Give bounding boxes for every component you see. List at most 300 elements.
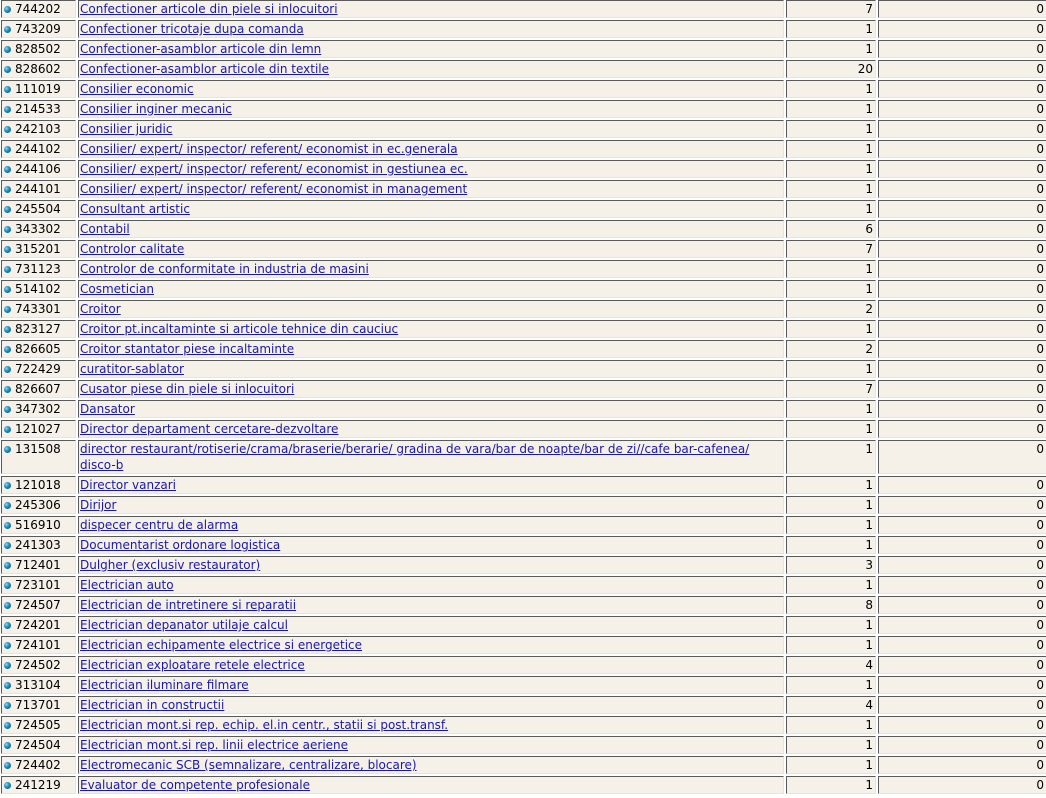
bullet-icon xyxy=(4,106,11,113)
count-cell xyxy=(786,160,876,178)
bullet-icon xyxy=(4,286,11,293)
table-row xyxy=(1,280,1046,298)
occupation-code: 241219 xyxy=(15,778,61,792)
value-count: 0 xyxy=(1036,422,1044,436)
occupation-name-cell xyxy=(78,220,784,238)
occupation-name-cell xyxy=(78,716,784,734)
table-row xyxy=(1,400,1046,418)
occupation-code-cell xyxy=(1,696,76,714)
value-cell xyxy=(878,776,1046,794)
value-cell xyxy=(878,616,1046,634)
value-count: 0 xyxy=(1036,2,1044,16)
occupation-code-cell xyxy=(1,616,76,634)
occupation-name-cell xyxy=(78,20,784,38)
count-cell xyxy=(786,280,876,298)
value-cell xyxy=(878,596,1046,614)
occupation-name-cell xyxy=(78,80,784,98)
value-count: 0 xyxy=(1036,242,1044,256)
occupation-name-cell xyxy=(78,340,784,358)
occupation-link[interactable]: Electrician mont.si rep. linii electrice aeriene xyxy=(80,738,349,752)
value-count: 0 xyxy=(1036,102,1044,116)
occupation-code: 744202 xyxy=(15,2,61,16)
occupation-link[interactable]: dispecer centru de alarma xyxy=(80,518,239,532)
job-count: 1 xyxy=(865,322,873,336)
occupation-link[interactable]: Electrician depanator utilaje calcul xyxy=(80,618,288,632)
occupations-table-body xyxy=(1,0,1046,794)
occupation-code-cell xyxy=(1,20,76,38)
table-row xyxy=(1,656,1046,674)
table-row xyxy=(1,696,1046,714)
count-cell xyxy=(786,360,876,378)
table-row xyxy=(1,60,1046,78)
occupation-code: 723101 xyxy=(15,578,61,592)
bullet-icon xyxy=(4,146,11,153)
count-cell xyxy=(786,696,876,714)
value-count: 0 xyxy=(1036,518,1044,532)
occupation-link[interactable]: Electrician auto xyxy=(80,578,174,592)
occupation-code-cell xyxy=(1,260,76,278)
occupation-code-cell xyxy=(1,160,76,178)
occupation-name-cell xyxy=(78,696,784,714)
occupation-link[interactable]: Cosmetician xyxy=(80,282,154,296)
table-row xyxy=(1,180,1046,198)
occupation-code: 823127 xyxy=(15,322,61,336)
occupation-code: 724402 xyxy=(15,758,61,772)
job-count: 1 xyxy=(865,262,873,276)
value-count: 0 xyxy=(1036,262,1044,276)
count-cell xyxy=(786,140,876,158)
count-cell xyxy=(786,60,876,78)
count-cell xyxy=(786,656,876,674)
occupation-link[interactable]: curatitor-sablator xyxy=(80,362,184,376)
occupation-link[interactable]: Documentarist ordonare logistica xyxy=(80,538,281,552)
occupation-name-cell xyxy=(78,576,784,594)
value-cell xyxy=(878,0,1046,18)
value-count: 0 xyxy=(1036,498,1044,512)
occupation-code-cell xyxy=(1,736,76,754)
occupation-code-cell xyxy=(1,120,76,138)
value-cell xyxy=(878,300,1046,318)
count-cell xyxy=(786,300,876,318)
value-cell xyxy=(878,476,1046,494)
occupation-link[interactable]: Confectioner-asamblor articole din lemn xyxy=(80,42,322,56)
occupation-code: 131508 xyxy=(15,442,61,456)
value-count: 0 xyxy=(1036,382,1044,396)
value-count: 0 xyxy=(1036,718,1044,732)
table-row xyxy=(1,220,1046,238)
occupation-code-cell xyxy=(1,240,76,258)
occupation-name-cell xyxy=(78,400,784,418)
value-count: 0 xyxy=(1036,598,1044,612)
occupation-name-cell xyxy=(78,260,784,278)
bullet-icon xyxy=(4,742,11,749)
count-cell xyxy=(786,400,876,418)
occupation-name-cell xyxy=(78,756,784,774)
job-count: 1 xyxy=(865,758,873,772)
bullet-icon xyxy=(4,446,11,453)
occupation-name-cell xyxy=(78,776,784,794)
job-count: 1 xyxy=(865,202,873,216)
occupation-name-cell xyxy=(78,676,784,694)
occupation-code: 244101 xyxy=(15,182,61,196)
value-cell xyxy=(878,496,1046,514)
occupation-code: 313104 xyxy=(15,678,61,692)
job-count: 1 xyxy=(865,22,873,36)
count-cell xyxy=(786,340,876,358)
value-count: 0 xyxy=(1036,538,1044,552)
occupation-link[interactable]: Dansator xyxy=(80,402,135,416)
value-count: 0 xyxy=(1036,82,1044,96)
job-count: 1 xyxy=(865,778,873,792)
value-cell xyxy=(878,756,1046,774)
value-cell xyxy=(878,556,1046,574)
occupation-link[interactable]: Consilier economic xyxy=(80,82,194,96)
occupation-code-cell xyxy=(1,320,76,338)
value-cell xyxy=(878,260,1046,278)
value-cell xyxy=(878,696,1046,714)
occupation-code-cell xyxy=(1,360,76,378)
bullet-icon xyxy=(4,206,11,213)
occupation-code-cell xyxy=(1,440,76,474)
occupation-name-cell xyxy=(78,536,784,554)
job-count: 7 xyxy=(865,242,873,256)
occupation-code-cell xyxy=(1,180,76,198)
occupation-name-cell xyxy=(78,40,784,58)
job-count: 1 xyxy=(865,678,873,692)
bullet-icon xyxy=(4,26,11,33)
occupation-link[interactable]: Electrician exploatare retele electrice xyxy=(80,658,305,672)
count-cell xyxy=(786,596,876,614)
job-count: 4 xyxy=(865,698,873,712)
job-count: 1 xyxy=(865,122,873,136)
occupation-code: 828502 xyxy=(15,42,61,56)
value-count: 0 xyxy=(1036,442,1044,456)
occupation-name-cell xyxy=(78,380,784,398)
count-cell xyxy=(786,320,876,338)
value-cell xyxy=(878,380,1046,398)
table-row xyxy=(1,736,1046,754)
table-row xyxy=(1,556,1046,574)
job-count: 6 xyxy=(865,222,873,236)
occupation-name-cell xyxy=(78,120,784,138)
table-row xyxy=(1,120,1046,138)
value-cell xyxy=(878,576,1046,594)
occupation-name-cell xyxy=(78,140,784,158)
occupation-link[interactable]: Dirijor xyxy=(80,498,117,512)
occupation-link[interactable]: Controlor de conformitate in industria de masini xyxy=(80,262,369,276)
count-cell xyxy=(786,200,876,218)
occupation-code-cell xyxy=(1,496,76,514)
table-row xyxy=(1,536,1046,554)
occupation-name-cell xyxy=(78,420,784,438)
occupation-code-cell xyxy=(1,656,76,674)
occupation-link[interactable]: Electrician mont.si rep. echip. el.in centr., statii si post.transf. xyxy=(80,718,449,732)
occupation-name-cell xyxy=(78,440,784,474)
occupation-name-cell xyxy=(78,180,784,198)
occupation-link[interactable]: Electrician de intretinere si reparatii xyxy=(80,598,297,612)
bullet-icon xyxy=(4,502,11,509)
bullet-icon xyxy=(4,126,11,133)
occupation-link[interactable]: Electrician echipamente electrice si energetice xyxy=(80,638,363,652)
value-count: 0 xyxy=(1036,162,1044,176)
occupation-name-cell xyxy=(78,160,784,178)
occupation-code: 826607 xyxy=(15,382,61,396)
value-cell xyxy=(878,420,1046,438)
value-cell xyxy=(878,160,1046,178)
occupation-code: 121027 xyxy=(15,422,61,436)
occupation-code: 724504 xyxy=(15,738,61,752)
value-cell xyxy=(878,60,1046,78)
value-count: 0 xyxy=(1036,478,1044,492)
occupation-code: 713701 xyxy=(15,698,61,712)
occupation-name-cell xyxy=(78,496,784,514)
occupation-link[interactable]: Director vanzari xyxy=(80,478,176,492)
job-count: 1 xyxy=(865,578,873,592)
table-row xyxy=(1,420,1046,438)
occupation-code: 244106 xyxy=(15,162,61,176)
occupation-code: 315201 xyxy=(15,242,61,256)
occupation-name-cell xyxy=(78,656,784,674)
count-cell xyxy=(786,120,876,138)
count-cell xyxy=(786,240,876,258)
occupation-code-cell xyxy=(1,420,76,438)
job-count: 1 xyxy=(865,478,873,492)
occupation-link[interactable]: Croitor stantator piese incaltaminte xyxy=(80,342,295,356)
occupation-code-cell xyxy=(1,596,76,614)
job-count: 1 xyxy=(865,82,873,96)
occupation-link[interactable]: Consultant artistic xyxy=(80,202,190,216)
occupation-code-cell xyxy=(1,100,76,118)
occupation-name-cell xyxy=(78,60,784,78)
table-row xyxy=(1,20,1046,38)
occupation-code-cell xyxy=(1,516,76,534)
value-cell xyxy=(878,40,1046,58)
occupation-code-cell xyxy=(1,636,76,654)
occupation-link[interactable]: Cusator piese din piele si inlocuitori xyxy=(80,382,295,396)
bullet-icon xyxy=(4,642,11,649)
count-cell xyxy=(786,556,876,574)
occupation-code: 121018 xyxy=(15,478,61,492)
occupation-link[interactable]: Confectioner articole din piele si inlocuitori xyxy=(80,2,338,16)
table-row xyxy=(1,100,1046,118)
table-row xyxy=(1,596,1046,614)
occupation-link[interactable]: Consilier inginer mecanic xyxy=(80,102,232,116)
value-count: 0 xyxy=(1036,658,1044,672)
value-count: 0 xyxy=(1036,698,1044,712)
occupation-code-cell xyxy=(1,380,76,398)
table-row xyxy=(1,616,1046,634)
occupation-code: 245306 xyxy=(15,498,61,512)
value-cell xyxy=(878,280,1046,298)
value-cell xyxy=(878,656,1046,674)
job-count: 1 xyxy=(865,442,873,456)
count-cell xyxy=(786,716,876,734)
occupation-code-cell xyxy=(1,556,76,574)
table-row xyxy=(1,160,1046,178)
occupation-code-cell xyxy=(1,536,76,554)
job-count: 1 xyxy=(865,638,873,652)
occupation-link[interactable]: Croitor pt.incaltaminte si articole tehnice din cauciuc xyxy=(80,322,399,336)
value-cell xyxy=(878,400,1046,418)
value-cell xyxy=(878,516,1046,534)
job-count: 2 xyxy=(865,302,873,316)
occupation-link[interactable]: Confectioner tricotaje dupa comanda xyxy=(80,22,304,36)
count-cell xyxy=(786,576,876,594)
occupation-name-cell xyxy=(78,516,784,534)
occupation-code: 111019 xyxy=(15,82,61,96)
value-cell xyxy=(878,180,1046,198)
count-cell xyxy=(786,100,876,118)
bullet-icon xyxy=(4,722,11,729)
table-row xyxy=(1,320,1046,338)
table-row xyxy=(1,300,1046,318)
occupation-code: 242103 xyxy=(15,122,61,136)
value-count: 0 xyxy=(1036,282,1044,296)
value-cell xyxy=(878,536,1046,554)
bullet-icon xyxy=(4,622,11,629)
bullet-icon xyxy=(4,762,11,769)
occupation-code-cell xyxy=(1,576,76,594)
bullet-icon xyxy=(4,86,11,93)
job-count: 3 xyxy=(865,558,873,572)
occupation-code: 241303 xyxy=(15,538,61,552)
count-cell xyxy=(786,736,876,754)
count-cell xyxy=(786,220,876,238)
occupation-link[interactable]: Consilier/ expert/ inspector/ referent/ economist in ec.generala xyxy=(80,142,458,156)
value-count: 0 xyxy=(1036,142,1044,156)
occupation-link[interactable]: director restaurant/rotiserie/crama/braserie/berarie/ gradina de vara/bar de noapte/bar de zi//cafe bar-cafenea/ disco-b xyxy=(80,442,750,472)
occupation-link[interactable]: Electromecanic SCB (semnalizare, centralizare, blocare) xyxy=(80,758,417,772)
count-cell xyxy=(786,776,876,794)
job-count: 20 xyxy=(857,62,873,76)
value-count: 0 xyxy=(1036,778,1044,792)
count-cell xyxy=(786,616,876,634)
value-cell xyxy=(878,240,1046,258)
value-count: 0 xyxy=(1036,402,1044,416)
occupation-code: 722429 xyxy=(15,362,61,376)
occupation-link[interactable]: Evaluator de competente profesionale xyxy=(80,778,311,792)
count-cell xyxy=(786,380,876,398)
occupation-name-cell xyxy=(78,200,784,218)
occupation-link[interactable]: Electrician in constructii xyxy=(80,698,225,712)
occupation-code: 724507 xyxy=(15,598,61,612)
job-count: 1 xyxy=(865,422,873,436)
job-count: 1 xyxy=(865,618,873,632)
value-count: 0 xyxy=(1036,302,1044,316)
occupation-code: 712401 xyxy=(15,558,61,572)
value-cell xyxy=(878,736,1046,754)
count-cell xyxy=(786,260,876,278)
occupation-code: 245504 xyxy=(15,202,61,216)
occupation-link[interactable]: Director departament cercetare-dezvoltare xyxy=(80,422,339,436)
occupation-code: 244102 xyxy=(15,142,61,156)
occupation-code: 724502 xyxy=(15,658,61,672)
value-count: 0 xyxy=(1036,42,1044,56)
occupation-link[interactable]: Controlor calitate xyxy=(80,242,185,256)
job-count: 1 xyxy=(865,718,873,732)
occupation-code-cell xyxy=(1,340,76,358)
bullet-icon xyxy=(4,522,11,529)
table-row xyxy=(1,496,1046,514)
value-cell xyxy=(878,100,1046,118)
bullet-icon xyxy=(4,226,11,233)
occupation-code: 724101 xyxy=(15,638,61,652)
occupation-name-cell xyxy=(78,596,784,614)
value-count: 0 xyxy=(1036,202,1044,216)
job-count: 1 xyxy=(865,402,873,416)
value-cell xyxy=(878,140,1046,158)
value-count: 0 xyxy=(1036,578,1044,592)
bullet-icon xyxy=(4,266,11,273)
occupation-code-cell xyxy=(1,200,76,218)
value-count: 0 xyxy=(1036,322,1044,336)
bullet-icon xyxy=(4,426,11,433)
occupation-code-cell xyxy=(1,40,76,58)
table-row xyxy=(1,0,1046,18)
occupation-link[interactable]: Confectioner-asamblor articole din textile xyxy=(80,62,329,76)
occupation-code: 724201 xyxy=(15,618,61,632)
occupation-code: 347302 xyxy=(15,402,61,416)
value-count: 0 xyxy=(1036,362,1044,376)
job-count: 2 xyxy=(865,342,873,356)
value-count: 0 xyxy=(1036,618,1044,632)
occupation-code: 214533 xyxy=(15,102,61,116)
value-cell xyxy=(878,340,1046,358)
job-count: 7 xyxy=(865,2,873,16)
count-cell xyxy=(786,80,876,98)
occupation-name-cell xyxy=(78,300,784,318)
table-row xyxy=(1,260,1046,278)
occupation-link[interactable]: Electrician iluminare filmare xyxy=(80,678,249,692)
bullet-icon xyxy=(4,366,11,373)
value-count: 0 xyxy=(1036,738,1044,752)
table-row xyxy=(1,360,1046,378)
bullet-icon xyxy=(4,682,11,689)
occupation-link[interactable]: Contabil xyxy=(80,222,130,236)
count-cell xyxy=(786,676,876,694)
occupation-code: 343302 xyxy=(15,222,61,236)
value-count: 0 xyxy=(1036,678,1044,692)
value-cell xyxy=(878,20,1046,38)
count-cell xyxy=(786,180,876,198)
table-row xyxy=(1,380,1046,398)
occupation-name-cell xyxy=(78,240,784,258)
table-row xyxy=(1,636,1046,654)
occupation-link[interactable]: Croitor xyxy=(80,302,121,316)
job-count: 8 xyxy=(865,598,873,612)
occupation-name-cell xyxy=(78,280,784,298)
table-row xyxy=(1,240,1046,258)
value-count: 0 xyxy=(1036,222,1044,236)
value-cell xyxy=(878,120,1046,138)
job-count: 1 xyxy=(865,518,873,532)
occupation-link[interactable]: Dulgher (exclusiv restaurator) xyxy=(80,558,261,572)
job-count: 7 xyxy=(865,382,873,396)
job-count: 4 xyxy=(865,658,873,672)
value-count: 0 xyxy=(1036,558,1044,572)
count-cell xyxy=(786,476,876,494)
value-cell xyxy=(878,200,1046,218)
bullet-icon xyxy=(4,46,11,53)
occupation-link[interactable]: Consilier juridic xyxy=(80,122,173,136)
occupation-link[interactable]: Consilier/ expert/ inspector/ referent/ economist in management xyxy=(80,182,468,196)
occupation-name-cell xyxy=(78,476,784,494)
value-cell xyxy=(878,320,1046,338)
table-row xyxy=(1,756,1046,774)
occupation-link[interactable]: Consilier/ expert/ inspector/ referent/ economist in gestiunea ec. xyxy=(80,162,468,176)
bullet-icon xyxy=(4,662,11,669)
count-cell xyxy=(786,636,876,654)
